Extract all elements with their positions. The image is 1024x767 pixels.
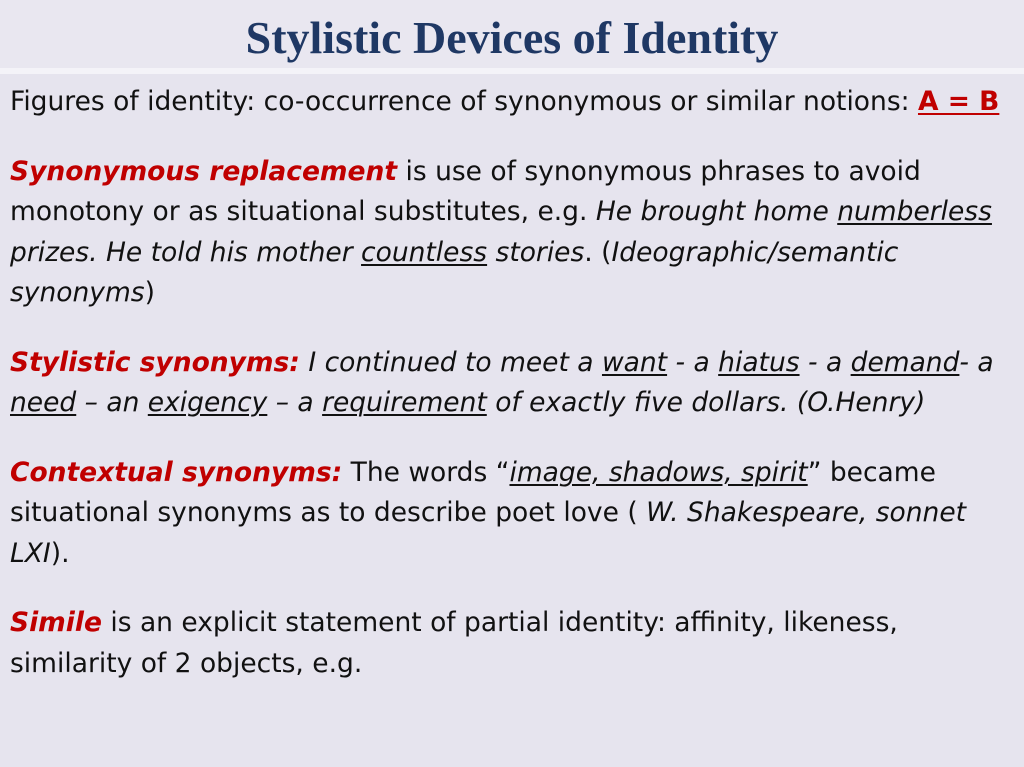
paragraph-figures-of-identity (10, 82, 1012, 123)
text-run: . ( (584, 236, 612, 268)
citation-text: W. Shakespeare, sonnet LXI (10, 497, 967, 569)
paragraph-simile (10, 603, 1012, 684)
example-underlined-word: image, shadows, spirit (509, 456, 808, 488)
text-run: The words “ (342, 456, 510, 488)
example-underlined-word: need (10, 387, 77, 418)
title-divider (0, 68, 1024, 74)
paragraph-synonymous-replacement (10, 152, 1012, 314)
text-run: is use of synonymous phrases to avoid monotony or as situational substitutes, e.g. (10, 155, 921, 227)
slide-body (10, 82, 1012, 713)
formula-a-equals-b: A = B (917, 86, 1000, 117)
example-underlined-word: want (601, 346, 668, 378)
example-text: Ideographic/semantic synonyms (10, 236, 899, 308)
example-underlined-word: requirement (322, 387, 487, 418)
text-run: ). (50, 537, 70, 569)
example-text: I continued to meet a (299, 346, 602, 378)
text-run: is an explicit statement of partial identity: affinity, likeness, similarity of 2 objects, e.g. (10, 607, 898, 679)
example-text: – a (267, 387, 323, 418)
text-run: ) (144, 277, 155, 308)
example-underlined-word: demand (850, 346, 960, 378)
example-text: - a (667, 346, 719, 378)
term-synonymous-replacement: Synonymous replacement (10, 155, 398, 187)
example-text: stories (487, 236, 585, 268)
example-text: of exactly five dollars. (O.Henry) (486, 387, 926, 418)
example-text: He brought home (595, 196, 838, 227)
slide-title: Stylistic Devices of Identity (245, 12, 779, 63)
text-run: Figures of identity: co-occurrence of synonymous or similar notions: (10, 86, 918, 117)
term-contextual-synonyms: Contextual synonyms: (10, 456, 343, 488)
example-text: prizes. He told his mother (10, 236, 362, 268)
paragraph-stylistic-synonyms (10, 343, 1012, 424)
example-underlined-word: exigency (147, 387, 268, 418)
paragraph-contextual-synonyms (10, 453, 1012, 575)
term-simile: Simile (10, 607, 102, 638)
example-text: – an (76, 387, 148, 418)
text-run: ” became situational synonyms as to describe poet love ( (10, 456, 936, 528)
example-underlined-word: numberless (837, 196, 992, 227)
example-underlined-word: hiatus (718, 346, 800, 378)
term-stylistic-synonyms: Stylistic synonyms: (10, 346, 300, 378)
example-text: - a (959, 346, 994, 378)
title-bar (0, 0, 1024, 70)
example-text: - a (799, 346, 851, 378)
example-underlined-word: countless (361, 236, 488, 268)
